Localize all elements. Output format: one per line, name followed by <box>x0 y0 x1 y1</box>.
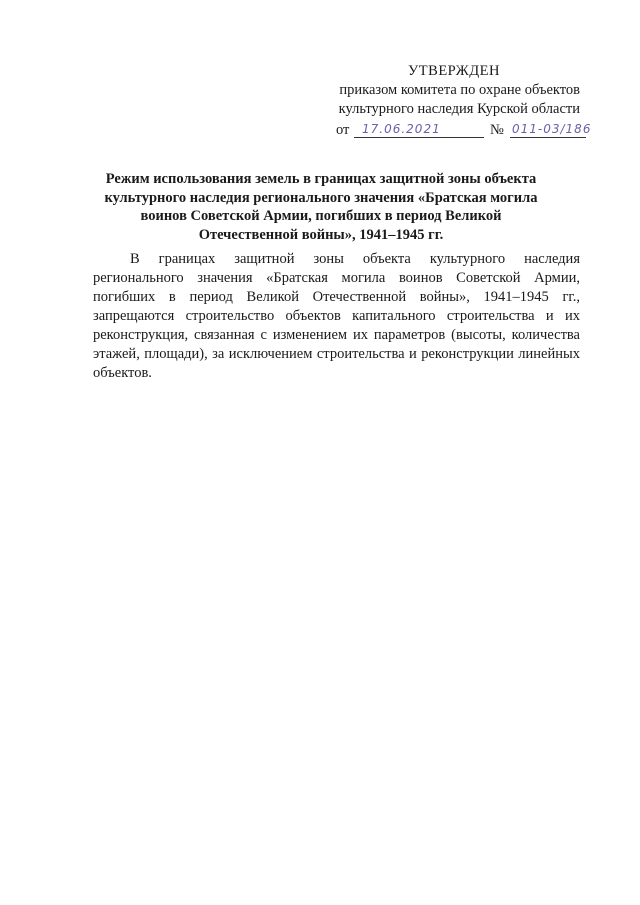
approval-block <box>318 62 590 141</box>
approval-title: УТВЕРЖДЕН <box>408 63 500 79</box>
document-body-paragraph: В границах защитной зоны объекта культурного наследия регионального значения «Братская могила воинов Советской Армии, погибших в период Великой Отечественной войны», 1941–1945 гг., запрещаются строительство объектов капитального строительства и их реконструкция, связанная с изменением их параметров (высоты, количества этажей, площади), за исключением строительства и реконструкции линейных объектов. <box>93 251 580 381</box>
document-title: Режим использования земель в границах защитной зоны объекта культурного наследия регионального значения «Братская могила воинов Советской Армии, погибших в период Великой Отечественной войны», 1941–1945 гг. <box>104 171 538 243</box>
date-prefix: от <box>336 122 350 138</box>
approval-authority-line: культурного наследия Курской области <box>338 101 580 117</box>
handwritten-date: 17.06.2021 <box>362 122 441 136</box>
order-date-field <box>354 119 484 138</box>
handwritten-number: 011-03/186 <box>512 122 592 136</box>
number-prefix: № <box>490 122 504 138</box>
order-number-field <box>510 119 592 138</box>
order-date-number-line <box>318 119 590 141</box>
approval-order-line: приказом комитета по охране объектов <box>339 82 580 98</box>
